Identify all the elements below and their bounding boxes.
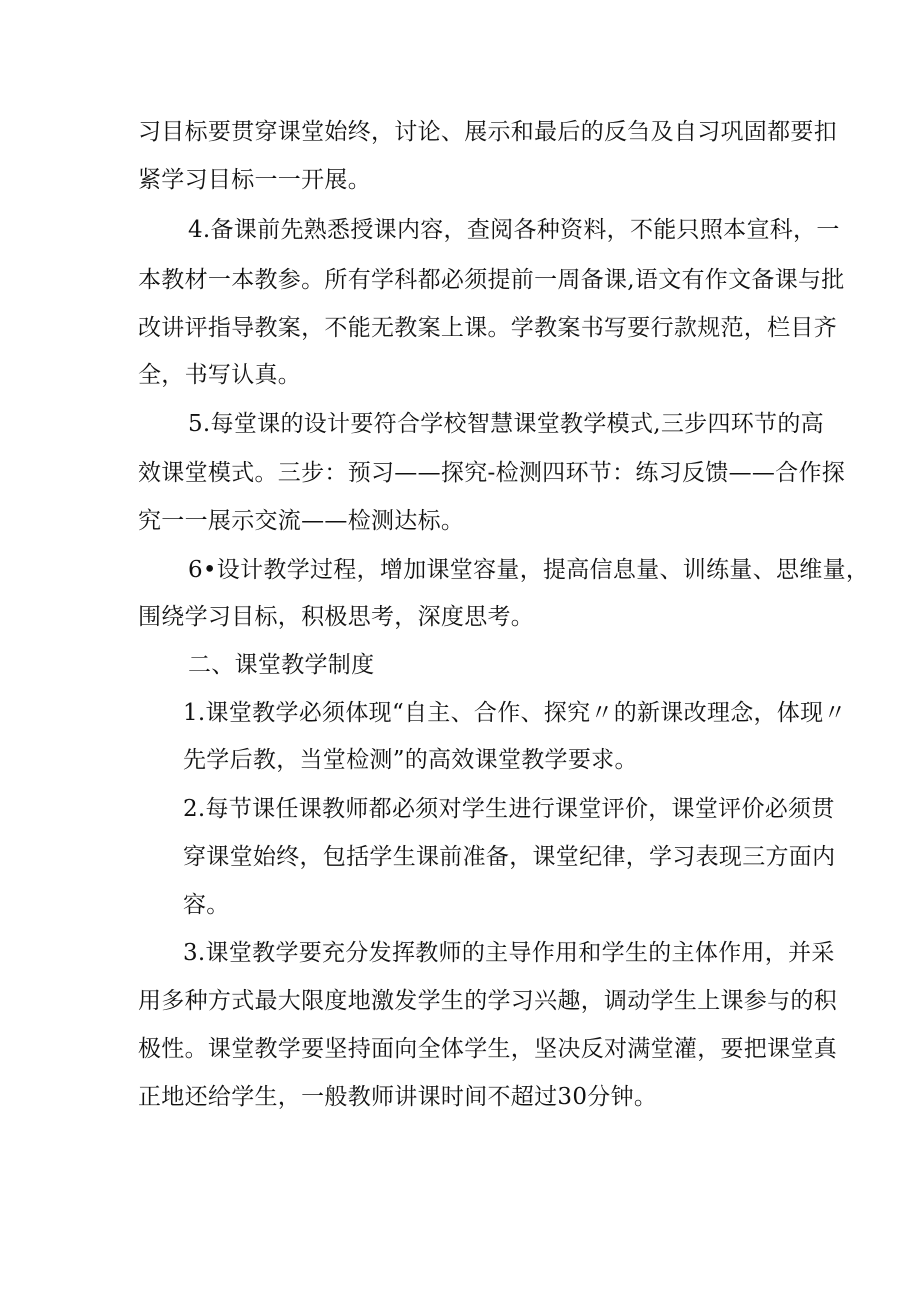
paragraph-line: 1.课堂教学必须体现“自主、合作、探究〃的新课改理念，体现〃	[183, 700, 847, 726]
paragraph-line: 5.每堂课的设计要符合学校智慧课堂教学模式,三步四环节的高	[188, 411, 824, 437]
paragraph-line: 紧学习目标一一开展。	[138, 167, 371, 193]
paragraph-line: 正地还给学生，一般教师讲课时间不超过30分钟。	[138, 1084, 658, 1110]
paragraph-line: 3.课堂教学要充分发挥教师的主导作用和学生的主体作用，并采	[183, 940, 835, 966]
paragraph-line: 改讲评指导教案，不能无教案上课。学教案书写要行款规范，栏目齐	[138, 315, 837, 341]
paragraph-line: 全，书写认真。	[138, 362, 302, 388]
paragraph-line: 容。	[183, 892, 230, 918]
paragraph-line: 本教材一本教参。所有学科都必须提前一周备课,语文有作文备课与批	[138, 267, 845, 293]
paragraph-line: 6•设计教学过程，增加课堂容量，提高信息量、训练量、思维量，	[188, 557, 870, 583]
paragraph-line: 先学后教，当堂检测”的高效课堂教学要求。	[183, 747, 638, 773]
paragraph-line: 4.备课前先熟悉授课内容，查阅各种资料，不能只照本宣科，一	[188, 217, 840, 243]
paragraph-line: 穿课堂始终，包括学生课前准备，课堂纪律，学习表现三方面内	[183, 844, 836, 870]
paragraph-line: 用多种方式最大限度地激发学生的学习兴趣，调动学生上课参与的积	[138, 988, 837, 1014]
paragraph-line: 效课堂模式。三步：预习——探究-检测四环节：练习反馈——合作探	[138, 460, 846, 486]
paragraph-line: 2.每节课任课教师都必须对学生进行课堂评价，课堂评价必须贯	[183, 796, 835, 822]
paragraph-line: 围绕学习目标，积极思考，深度思考。	[138, 604, 535, 630]
section-heading: 二、课堂教学制度	[188, 652, 375, 678]
paragraph-line: 习目标要贯穿课堂始终，讨论、展示和最后的反刍及自习巩固都要扣	[138, 119, 837, 145]
paragraph-line: 究一一展示交流——检测达标。	[138, 508, 465, 534]
paragraph-line: 极性。课堂教学要坚持面向全体学生，坚决反对满堂灌，要把课堂真	[138, 1036, 837, 1062]
